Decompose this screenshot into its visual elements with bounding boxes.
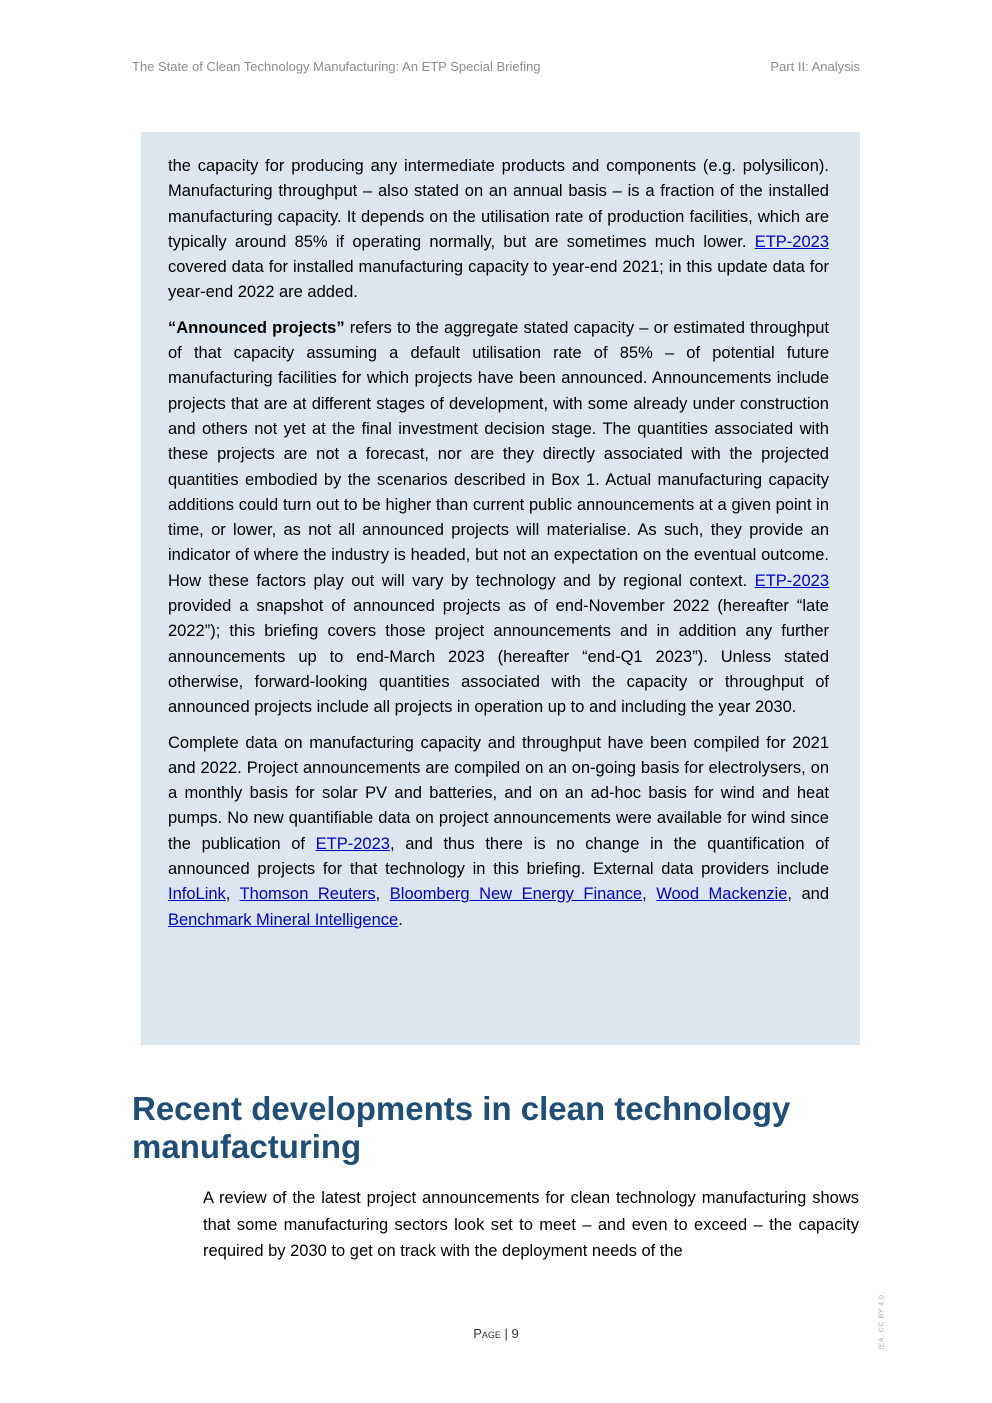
page-separator: | bbox=[500, 1326, 512, 1341]
license-text: IEA. CC BY 4.0. bbox=[878, 1292, 886, 1350]
box-paragraph-throughput bbox=[168, 154, 829, 306]
announced-projects-term: “Announced projects” bbox=[168, 318, 345, 337]
etp-2023-link[interactable]: ETP-2023 bbox=[754, 232, 829, 251]
separator: , and bbox=[787, 885, 830, 904]
wood-mackenzie-link[interactable]: Wood Mackenzie bbox=[656, 885, 788, 904]
section-heading: Recent developments in clean technology manufacturing bbox=[132, 1090, 791, 1165]
text-run: provided a snapshot of announced projects as of end-November 2022 (hereafter “late 2022”); this briefing covers those project announcements and in addition any further announcements up to end-March 2023 (hereafter “end-Q1 2023”). Unless stated otherwise, forward-looking quantities associated with the capacity or throughput of announced projects include all projects in operation up to and including the year 2030. bbox=[168, 597, 829, 717]
benchmark-mineral-intelligence-link[interactable]: Benchmark Mineral Intelligence bbox=[168, 910, 399, 929]
license-mark bbox=[868, 1290, 896, 1352]
bnef-link[interactable]: Bloomberg New Energy Finance bbox=[389, 885, 643, 904]
text-run: refers to the aggregate stated capacity – or estimated throughput of that capacity assuming a default utilisation rate of 85% – of potential future manufacturing facilities for which projects have been announced. Announcements include projects that are at different stages of development, with some already under construction and others not yet at the final investment decision stage. The quantities associated with these projects are not a forecast, nor are they directly associated with the projected quantities embodied by the scenarios described in Box 1. Actual manufacturing capacity additions could turn out to be higher than current public announcements at a given point in time, or lower, as not all announced projects will materialise. As such, they provide an indicator of where the industry is headed, but not an expectation on the eventual outcome. How these factors play out will vary by technology and by regional context. bbox=[168, 318, 829, 590]
running-header-title: The State of Clean Technology Manufacturing: An ETP Special Briefing bbox=[132, 59, 541, 74]
separator: , bbox=[375, 885, 390, 904]
text-run: Complete data on manufacturing capacity and throughput have been compiled for 2021 and 2022. Project announcements are compiled on an on-going basis for electrolysers, on a monthly basis for solar PV and batteries, and on an ad-hoc basis for wind and heat pumps. No new quantifiable data on project announcements were available for wind since the publication of bbox=[168, 733, 829, 853]
text-run: covered data for installed manufacturing capacity to year-end 2021; in this update data for year-end 2022 are added. bbox=[168, 258, 829, 302]
page-footer bbox=[0, 1326, 992, 1341]
box-paragraph-data-sources bbox=[168, 731, 829, 933]
definitions-box bbox=[141, 132, 860, 1045]
infolink-link[interactable]: InfoLink bbox=[168, 885, 226, 904]
box-paragraph-announced-projects bbox=[168, 316, 829, 721]
running-header-section: Part II: Analysis bbox=[770, 59, 860, 74]
separator: , bbox=[225, 885, 240, 904]
separator: , bbox=[642, 885, 657, 904]
text-run: the capacity for producing any intermediate products and components (e.g. polysilicon). Manufacturing throughput – also stated on an annual basis – is a fraction of the installed manufacturing capacity. It depends on the utilisation rate of production facilities, which are typically around 85% if operating normally, but are sometimes much lower. bbox=[168, 157, 829, 251]
etp-2023-link[interactable]: ETP-2023 bbox=[315, 834, 390, 853]
etp-2023-link[interactable]: ETP-2023 bbox=[754, 571, 829, 590]
text-run: , and thus there is no change in the quantification of announced projects for that technology in this briefing. External data providers include bbox=[168, 834, 829, 879]
thomson-reuters-link[interactable]: Thomson Reuters bbox=[239, 885, 376, 904]
page-label: Page bbox=[473, 1326, 501, 1341]
section-intro-paragraph: A review of the latest project announcements for clean technology manufacturing shows that some manufacturing sectors look set to meet – and even to exceed – the capacity required by 2030 to get on track with the deployment needs of the bbox=[203, 1189, 859, 1260]
page-number: 9 bbox=[511, 1326, 519, 1341]
text-run: . bbox=[398, 910, 403, 929]
